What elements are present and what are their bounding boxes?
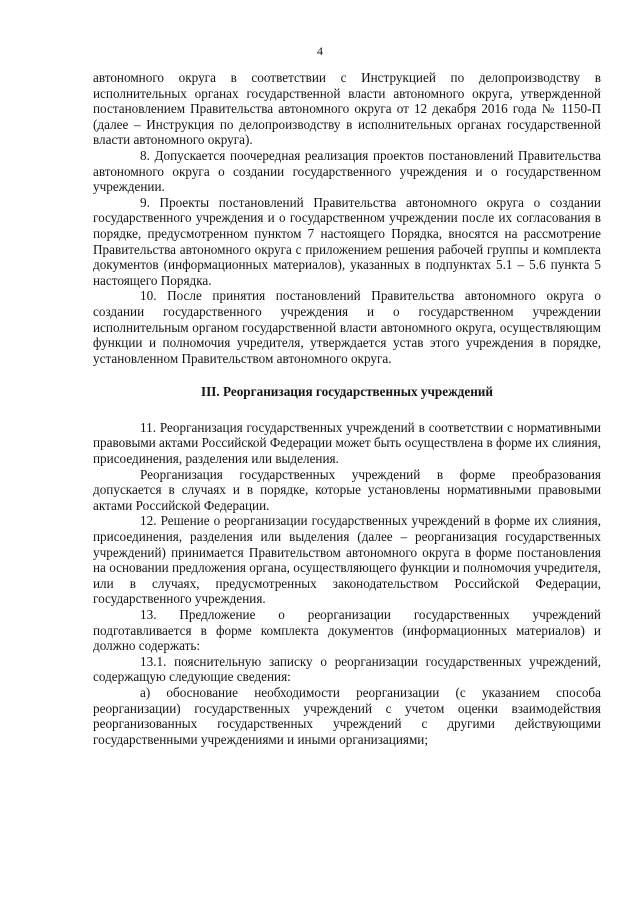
paragraph: 8. Допускается поочередная реализация проектов постановлений Правительства автономного округа о создании государственного учреждения и о государственном учреждении. [93,147,601,195]
paragraph: 10. После принятия постановлений Правительства автономного округа о создании государственного учреждения и о государственном учреждении исполнительным органом государственной власти автономного округа, осуществляющим функции и полномочия учредителя, утверждается устав этого учреждения в порядке, установленном Правительством автономного округа. [93,288,601,366]
document-body [93,70,601,747]
section-heading: III. Реорганизация государственных учреждений [200,384,494,400]
paragraph: 9. Проекты постановлений Правительства автономного округа о создании государственного учреждения и о государственном учреждении после их согласования в порядке, предусмотренном пунктом 7 настоящего Порядка, вносятся на рассмотрение Правительства автономного округа с приложением решения рабочей группы и комплекта документов (информационных материалов), указанных в подпунктах 5.1 – 5.6 пункта 5 настоящего Порядка. [93,194,601,288]
page-number: 4 [317,44,323,58]
paragraph: 12. Решение о реорганизации государственных учреждений в форме их слияния, присоединения, разделения или выделения (далее – реорганизация государственных учреждений) принимается Правительством автономного округа в форме постановления на основании предложения органа, осуществляющего функции и полномочия учредителя, или в случаях, предусмотренных законодательством Российской Федерации, государственного учреждения. [93,513,601,607]
paragraph: 11. Реорганизация государственных учреждений в соответствии с нормативными правовыми актами Российской Федерации может быть осуществлена в форме их слияния, присоединения, разделения или выделения. [93,419,601,467]
paragraph: 13. Предложение о реорганизации государственных учреждений подготавливается в форме комплекта документов (информационных материалов) и должно содержать: [93,607,601,654]
paragraph: Реорганизация государственных учреждений в форме преобразования допускается в случаях и в порядке, которые установлены нормативными правовыми актами Российской Федерации. [93,466,601,513]
paragraph: автономного округа в соответствии с Инструкцией по делопроизводству в исполнительных органах государственной власти автономного округа, утвержденной постановлением Правительства автономного округа от 12 декабря 2016 года № 1150-П (далее – Инструкция по делопроизводству в исполнительных органах государственной власти автономного округа). [93,70,601,148]
paragraph: 13.1. пояснительную записку о реорганизации государственных учреждений, содержащую следующие сведения: [93,653,601,685]
paragraph: а) обоснование необходимости реорганизации (с указанием способа реорганизации) государственных учреждений с учетом оценки взаимодействия реорганизованных государственных учреждений с другими действующими государственными учреждениями и иными организациями; [93,684,601,747]
